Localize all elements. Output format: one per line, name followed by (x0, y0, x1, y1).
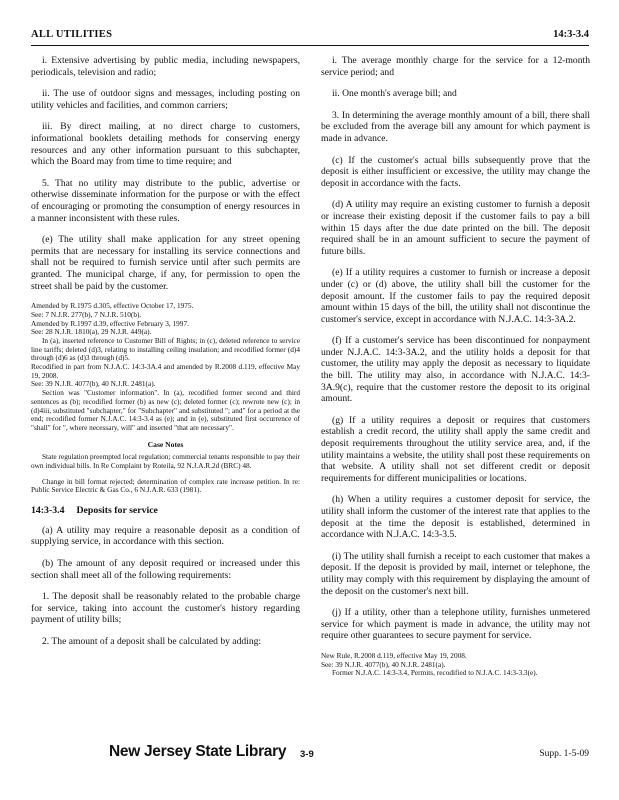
header-rule (31, 45, 589, 46)
section-heading (31, 505, 300, 517)
history-line: Recodified in part from N.J.A.C. 14:3-3A.4 and amended by R.2008 d.119, effective May 19, 2008. (31, 362, 300, 380)
history-line: New Rule, R.2008 d.119, effective May 19, 2008. (321, 650, 467, 660)
history-notes (321, 652, 590, 678)
history-line: Amended by R.1997 d.39, effective February 3, 1997. (31, 318, 189, 328)
history-line: See: 7 N.J.R. 277(b), 7 N.J.R. 510(b). (31, 309, 142, 319)
history-line: Section was "Customer information". In (a), recodified former second and third sentences as (b); recodified former (b) as new (c); deleted former (c); rewrote new (c); in (d)4iii, substituted "subchapter," for "Subchapter" and substituted "; and" for a period at the end; recodified former N.J.A.C. 14:3-3.4 as (e); and in (e), substituted first occurrence of "shall" for ", where necessary, will" and inserted "that are necessary". (31, 388, 300, 432)
paragraph: (e) The utility shall make application for any street opening permits that are necessary for installing its service connections and shall not be required to furnish service until after such permits are granted. The municipal charge, if any, for permission to open the street shall be paid by the customer. (31, 234, 300, 292)
history-notes (31, 302, 300, 495)
paragraph: (a) A utility may require a reasonable deposit as a condition of supplying service, in accordance with this section. (31, 524, 300, 548)
paragraph: i. Extensive advertising by public media, including newspapers, periodicals, television and radio; (31, 55, 300, 78)
case-note: State regulation preempted local regulation; commercial tenants responsible to pay their own individual bills. In Re Complaint by Roteila, 92 N.J.A.R.2d (BRC) 48. (31, 452, 300, 471)
running-header-section: 14:3-3.4 (553, 29, 589, 40)
paragraph: (f) If a customer's service has been discontinued for nonpayment under N.J.A.C. 14:3-3A.2, and the utility holds a deposit for that customer, the utility may apply the deposit as necessary to liquidate the bill. The utility may also, in accordance with N.J.A.C. 14:3-3A.9(c), require that the customer restore the deposit to its original amount. (321, 335, 590, 405)
history-line: See: 39 N.J.R. 4077(b), 40 N.J.R. 2481(a). (31, 379, 156, 389)
paragraph: (g) If a utility requires a deposit or requires that customers establish a credit record, the utility shall apply the same credit and deposit requirements throughout the utility service area, and, if the utility maintains a website, the utility shall post these requirements on that website. A utility shall not set different credit or deposit requirements for different municipalities or locations. (321, 414, 590, 484)
history-line: See: 28 N.J.R. 1810(a), 29 N.J.R. 449(a). (31, 327, 152, 337)
case-note: Change in bill format rejected; determination of complex rate increase petition. In re: Public Service Electric & Gas Co., 6 N.J.A.R. 633 (1981). (31, 476, 300, 495)
supplement-date: Supp. 1-5-09 (539, 749, 589, 759)
paragraph: ii. One month's average bill; and (332, 88, 457, 100)
paragraph: (c) If the customer's actual bills subsequently prove that the deposit is either insufficient or excessive, the utility may change the deposit in accordance with the facts. (321, 154, 590, 189)
left-column (31, 55, 300, 658)
history-line: Amended by R.1975 d.305, effective October 17, 1975. (31, 301, 194, 311)
paragraph: (b) The amount of any deposit required or increased under this section shall meet all of the following requirements: (31, 557, 300, 581)
section-number: 14:3-3.4 (31, 505, 65, 517)
library-stamp: New Jersey State Library (109, 743, 287, 760)
paragraph: (j) If a utility, other than a telephone utility, furnishes unmetered service for which payment is made in advance, the utility may not require other guarantees to secure payment for service. (321, 607, 590, 642)
paragraph: iii. By direct mailing, at no direct charge to customers, informational booklets detailing methods for conserving energy resources and any other information pursuant to this subchapter, which the Board may from time to time require; and (31, 121, 300, 168)
paragraph: ii. The use of outdoor signs and messages, including posting on utility vehicles and facilities, and common carriers; (31, 88, 300, 111)
running-header-title: ALL UTILITIES (31, 29, 113, 40)
page-number: 3-9 (300, 749, 314, 760)
paragraph: (d) A utility may require an existing customer to furnish a deposit or increase their existing deposit if the customer fails to pay a bill within 15 days after the due date printed on the bill. The deposit required shall be in an amount sufficient to secure the payment of future bills. (321, 199, 590, 257)
section-title: Deposits for service (76, 505, 158, 517)
history-line: In (a), inserted reference to Customer Bill of Rights; in (c), deleted reference to service line tariffs; deleted (d)3, relating to installing ceiling insulation; and recodified former (d)4 through (d)6 as (d)3 through (d)5. (31, 335, 300, 363)
case-notes-heading: Case Notes (147, 439, 184, 449)
paragraph: (h) When a utility requires a customer deposit for service, the utility shall inform the customer of the interest rate that applies to the deposit at the time the deposit is established, determined in accordance with N.J.A.C. 14:3-3.5. (321, 494, 590, 541)
history-line: See: 39 N.J.R. 4077(b), 40 N.J.R. 2481(a). (321, 659, 446, 669)
paragraph: 2. The amount of a deposit shall be calculated by adding: (42, 635, 262, 647)
paragraph: i. The average monthly charge for the service for a 12-month service period; and (321, 55, 590, 78)
paragraph: 5. That no utility may distribute to the public, advertise or otherwise disseminate information for the purpose or with the effect of encouraging or promoting the consumption of energy resources in a manner inconsistent with these rules. (31, 177, 300, 224)
paragraph: (i) The utility shall furnish a receipt to each customer that makes a deposit. If the deposit is provided by mail, internet or telephone, the utility may comply with this requirement by displaying the amount of the deposit on the customer's next bill. (321, 550, 590, 597)
paragraph: 3. In determining the average monthly amount of a bill, there shall be excluded from the average bill any amount for which payment is made in advance. (321, 109, 590, 144)
history-line: Former N.J.A.C. 14:3-3.4, Permits, recodified to N.J.A.C. 14:3-3.3(e). (332, 668, 538, 678)
right-column (321, 55, 590, 678)
paragraph: (e) If a utility requires a customer to furnish or increase a deposit under (c) or (d) above, the utility shall bill the customer for the deposit amount. If the customer fails to pay the required deposit amount within 15 days of the bill, the utility shall not discontinue the customer's service, except in accordance with N.J.A.C. 14:3-3A.2. (321, 267, 590, 325)
paragraph: 1. The deposit shall be reasonably related to the probable charge for service, taking into account the customer's history regarding payment of utility bills; (31, 591, 300, 626)
